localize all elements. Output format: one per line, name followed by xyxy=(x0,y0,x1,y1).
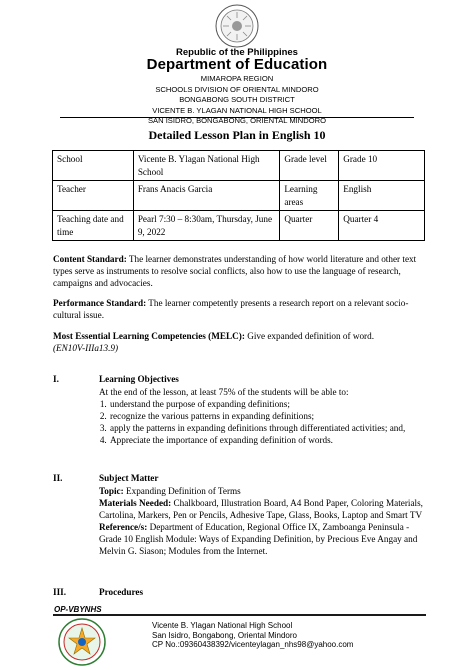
list-item: 3. apply the patterns in expanding definitions through differentiated activities; and, xyxy=(109,422,429,434)
deped-seal-logo xyxy=(215,4,259,48)
melc-code: (EN10V-IIIa13.9) xyxy=(53,343,119,353)
table-row xyxy=(53,181,425,211)
melc-text: Give expanded definition of word. xyxy=(244,331,375,341)
table-cell: School xyxy=(53,151,134,181)
performance-standard-text: The learner competently presents a research report on a relevant socio-cultural issue. xyxy=(53,298,409,320)
table-cell: English xyxy=(339,181,425,211)
materials-label: Materials Needed: xyxy=(99,498,172,508)
content-standard-text: The learner demonstrates understanding of how world literature and other text types serve as instruments to resolve social conflicts, also how to use the language of research, campaigns and advocacies. xyxy=(53,254,417,288)
table-row xyxy=(53,211,425,241)
melc-label: Most Essential Learning Competencies (MELC): xyxy=(53,331,245,341)
section-title: Procedures xyxy=(99,587,144,597)
objectives-block xyxy=(99,386,429,446)
table-cell: Grade 10 xyxy=(339,151,425,181)
topic-text: Expanding Definition of Terms xyxy=(123,486,241,496)
section-title: Learning Objectives xyxy=(99,374,179,384)
table-row xyxy=(53,151,425,181)
header-address-block xyxy=(0,74,474,127)
section-number: III. xyxy=(53,587,67,597)
section-number: I. xyxy=(53,374,59,384)
objectives-list xyxy=(99,398,429,446)
subject-materials xyxy=(99,497,429,521)
content-standard xyxy=(53,253,425,289)
footer-school: Vicente B. Ylagan National High School xyxy=(152,621,293,630)
list-item: 1. understand the purpose of expanding definitions; xyxy=(109,398,429,410)
table-cell: Frans Anacis Garcia xyxy=(133,181,280,211)
document-title: Detailed Lesson Plan in English 10 xyxy=(148,128,326,142)
republic-heading: Republic of the Philippines xyxy=(176,47,298,58)
school-logo xyxy=(58,618,106,666)
header-divider xyxy=(60,117,414,118)
section-title: Subject Matter xyxy=(99,473,159,483)
footer-tag: OP-VBYNHS xyxy=(54,605,102,614)
footer-phone-email: CP No.:09360438392/vicenteylagan_nhs98@yahoo.com xyxy=(152,640,354,649)
table-cell: Teacher xyxy=(53,181,134,211)
melc xyxy=(53,330,425,354)
list-item: 4. Appreciate the importance of expanding definition of words. xyxy=(109,434,429,446)
table-cell: Teaching date and time xyxy=(53,211,134,241)
table-cell: Quarter xyxy=(280,211,339,241)
table-cell: Pearl 7:30 – 8:30am, Thursday, June 9, 2022 xyxy=(133,211,280,241)
topic-label: Topic: xyxy=(99,486,124,496)
performance-standard xyxy=(53,297,425,321)
department-heading: Department of Education xyxy=(146,56,328,73)
header-address: SAN ISIDRO, BONGABONG, ORIENTAL MINDORO xyxy=(147,116,327,125)
list-item: 2. recognize the various patterns in expanding definitions; xyxy=(109,410,429,422)
header-division: SCHOOLS DIVISION OF ORIENTAL MINDORO xyxy=(155,84,319,94)
footer-contact xyxy=(152,621,353,650)
section-number: II. xyxy=(53,473,63,483)
footer-address: San Isidro, Bongabong, Oriental Mindoro xyxy=(152,630,297,640)
references-label: Reference/s: xyxy=(99,522,148,532)
header-region: MIMAROPA REGION xyxy=(200,74,274,83)
performance-standard-label: Performance Standard: xyxy=(53,298,147,308)
footer-divider xyxy=(53,614,426,616)
materials-text: Chalkboard, Illustration Board, A4 Bond Paper, Coloring Materials, Cartolina, Markers, Pen or Pencils, Adhesive Tape, Glass, Books, Laptop and Smart TV xyxy=(99,498,423,520)
table-cell: Quarter 4 xyxy=(339,211,425,241)
table-cell: Grade level xyxy=(280,151,339,181)
header-school: VICENTE B. YLAGAN NATIONAL HIGH SCHOOL xyxy=(152,105,322,115)
subject-block xyxy=(99,485,429,557)
objectives-intro: At the end of the lesson, at least 75% of the students will be able to: xyxy=(99,387,349,397)
subject-topic xyxy=(99,485,429,497)
references-text: Department of Education, Regional Office IX, Zamboanga Peninsula - Grade 10 English Module: Ways of Expanding Definition, by Precious Eve Angay and Melvin G. Siason; Modules from the Internet. xyxy=(99,522,418,556)
table-cell: Vicente B. Ylagan National High School xyxy=(133,151,280,181)
table-cell: Learning areas xyxy=(280,181,339,211)
content-standard-label: Content Standard: xyxy=(53,254,127,264)
lesson-info-table xyxy=(52,150,425,241)
subject-references xyxy=(99,521,429,557)
header-district: BONGABONG SOUTH DISTRICT xyxy=(179,95,295,104)
